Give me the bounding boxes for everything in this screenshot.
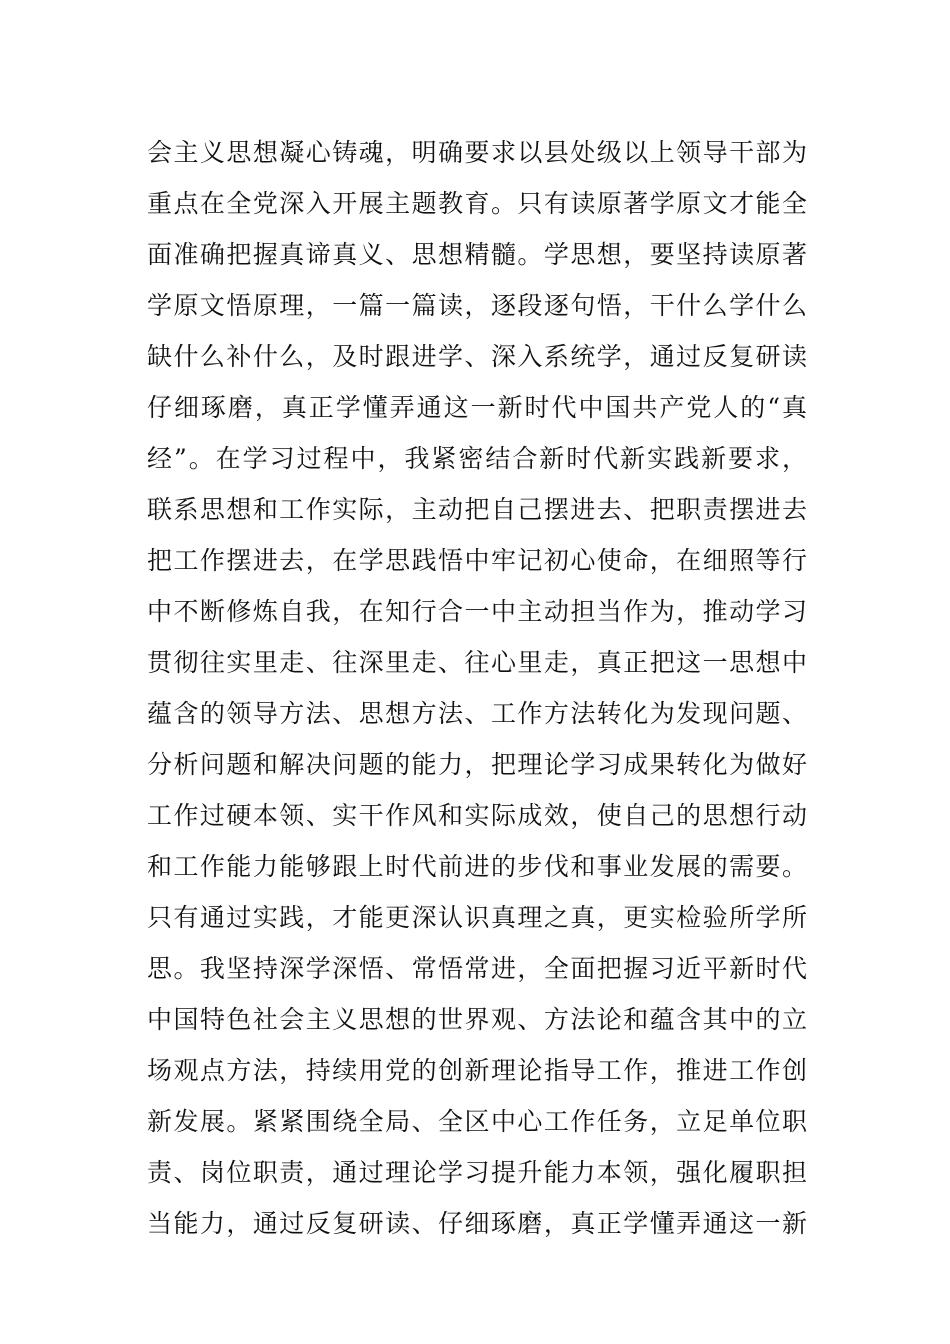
body-text [147,127,807,1249]
text-line-11: 贯彻往实里走、往深里走、往心里走，真正把这一思想中 [147,648,807,677]
text-line-6: 仔细琢磨，真正学懂弄通这一新时代中国共产党人的“真 [147,393,807,422]
text-line-2: 重点在全党深入开展主题教育。只有读原著学原文才能全 [147,189,807,218]
text-line-21: 责、岗位职责，通过理论学习提升能力本领，强化履职担 [147,1158,807,1187]
text-line-18: 中国特色社会主义思想的世界观、方法论和蕴含其中的立 [147,1005,807,1034]
text-line-20: 新发展。紧紧围绕全局、全区中心工作任务，立足单位职 [147,1107,807,1136]
text-line-4: 学原文悟原理，一篇一篇读，逐段逐句悟，干什么学什么 [147,291,807,320]
text-line-16: 只有通过实践，才能更深认识真理之真，更实检验所学所 [147,903,807,932]
text-line-5: 缺什么补什么，及时跟进学、深入系统学，通过反复研读 [147,342,807,371]
text-line-15: 和工作能力能够跟上时代前进的步伐和事业发展的需要。 [147,852,807,881]
text-line-14: 工作过硬本领、实干作风和实际成效，使自己的思想行动 [147,801,807,830]
text-line-17: 思。我坚持深学深悟、常悟常进，全面把握习近平新时代 [147,954,807,983]
text-line-19: 场观点方法，持续用党的创新理论指导工作，推进工作创 [147,1056,807,1085]
text-line-13: 分析问题和解决问题的能力，把理论学习成果转化为做好 [147,750,807,779]
text-line-3: 面准确把握真谛真义、思想精髓。学思想，要坚持读原著 [147,240,807,269]
text-line-7: 经”。在学习过程中，我紧密结合新时代新实践新要求， [147,444,807,473]
text-line-12: 蕴含的领导方法、思想方法、工作方法转化为发现问题、 [147,699,807,728]
text-line-22: 当能力，通过反复研读、仔细琢磨，真正学懂弄通这一新 [147,1209,807,1238]
text-line-9: 把工作摆进去，在学思践悟中牢记初心使命，在细照等行 [147,546,807,575]
text-line-1: 会主义思想凝心铸魂，明确要求以县处级以上领导干部为 [147,138,807,167]
text-line-8: 联系思想和工作实际，主动把自己摆进去、把职责摆进去 [147,495,807,524]
text-line-10: 中不断修炼自我，在知行合一中主动担当作为，推动学习 [147,597,807,626]
